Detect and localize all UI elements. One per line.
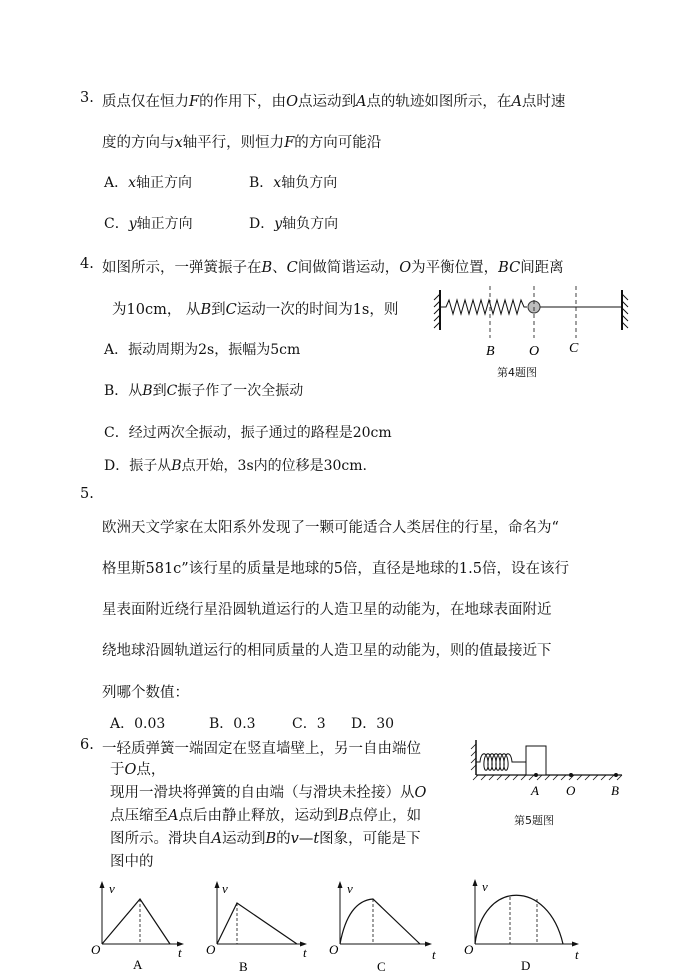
slider-block: [526, 746, 546, 775]
axis-v-label: v: [109, 881, 115, 896]
left-wall: [434, 290, 440, 330]
q4-line2: 为10cm， 从B到C运动一次的时间为1s，则: [112, 302, 399, 318]
q4-line1: 如图所示，一弹簧振子在B、C间做简谐运动，O为平衡位置，BC间距离: [102, 260, 564, 276]
vt-graph-a: [90, 879, 195, 971]
q3-line2: 度的方向与x轴平行，则恒力F的方向可能沿: [102, 135, 382, 151]
spring: [440, 300, 527, 314]
q5-option-d: D．30: [351, 716, 395, 732]
q5-line2: 格里斯581c”该行星的质量是地球的5倍，直径是地球的1.5倍，设在该行: [102, 561, 569, 577]
q6-line5: 图所示。滑块自A运动到B的v—t图象，可能是下: [110, 831, 421, 847]
q6-line4: 点压缩至A点后由静止释放，运动到B点停止，如: [110, 808, 422, 824]
label-a: A: [531, 783, 539, 798]
q5-option-c: C．3: [292, 716, 326, 732]
q4-option-c: C．经过两次全振动，振子通过的路程是20cm: [104, 425, 392, 441]
axis-v-label: v: [222, 881, 228, 896]
label-b: B: [486, 344, 495, 359]
q3-option-d: D．y轴负方向: [249, 216, 339, 232]
q3-option-a: A．x轴正方向: [104, 175, 193, 191]
q6-figure-caption: 第5题图: [514, 814, 554, 827]
vt-graph-b: [205, 879, 320, 971]
axis-v-label: v: [347, 881, 353, 896]
label-o: O: [529, 344, 540, 359]
axis-t-label: t: [575, 947, 579, 962]
q5-line4: 绕地球沿圆轨道运行的相同质量的人造卫星的动能为，则的值最接近下: [102, 643, 552, 659]
q3-option-b: B．x轴负方向: [249, 175, 338, 191]
q5-option-b: B．0.3: [209, 716, 256, 732]
q3-option-c: C．y轴正方向: [104, 216, 193, 232]
q3-line1: 质点仅在恒力F的作用下，由O点运动到A点的轨迹如图所示，在A点时速: [102, 94, 566, 110]
graph-label: D: [521, 958, 531, 971]
point-b: [614, 773, 618, 777]
q5-line1: 欧洲天文学家在太阳系外发现了一颗可能适合人类居住的行星，命名为“: [102, 520, 559, 536]
label-o: O: [566, 783, 576, 798]
q6-line3: 现用一滑块将弹簧的自由端（与滑块未拴接）从O: [110, 785, 427, 801]
graph-label: A: [133, 957, 143, 971]
axis-v-label: v: [482, 879, 488, 894]
axis-t-label: t: [303, 945, 307, 960]
spring-coil: [476, 754, 526, 771]
q4-option-a: A．振动周期为2s，振幅为5cm: [104, 342, 301, 358]
right-wall: [622, 290, 628, 330]
label-c: C: [569, 341, 579, 356]
q6-block-figure: [468, 738, 630, 802]
origin-label: O: [91, 942, 101, 957]
axis-t-label: t: [178, 945, 182, 960]
q6-line6: 图中的: [110, 854, 154, 870]
graph-label: B: [239, 959, 248, 971]
q3-number: 3.: [80, 90, 94, 106]
floor-hatch: [473, 775, 622, 780]
q5-line5: 列哪个数值：: [102, 685, 189, 701]
origin-label: O: [206, 942, 216, 957]
q6-line2: 于O点，: [110, 762, 166, 778]
origin-label: O: [464, 942, 474, 957]
q4-option-b: B．从B到C振子作了一次全振动: [104, 383, 304, 399]
origin-label: O: [329, 942, 339, 957]
q4-number: 4.: [80, 256, 94, 272]
q6-line1: 一轻质弹簧一端固定在竖直墙壁上，另一自由端位: [102, 741, 421, 757]
point-a: [534, 773, 538, 777]
q4-figure-caption: 第4题图: [497, 366, 537, 379]
q6-number: 6.: [80, 737, 94, 753]
q5-option-a: A．0.03: [110, 716, 166, 732]
vt-graph-c: [328, 879, 448, 971]
point-o: [569, 773, 573, 777]
q5-number: 5.: [80, 486, 94, 502]
label-b: B: [611, 783, 619, 798]
axis-t-label: t: [432, 947, 436, 962]
graph-label: C: [377, 959, 386, 971]
q4-option-d: D．振子从B点开始，3s内的位移是30cm.: [104, 458, 368, 474]
q5-line3: 星表面附近绕行星沿圆轨道运行的人造卫星的动能为，在地球表面附近: [102, 602, 552, 618]
vt-graph-d: [463, 877, 598, 971]
